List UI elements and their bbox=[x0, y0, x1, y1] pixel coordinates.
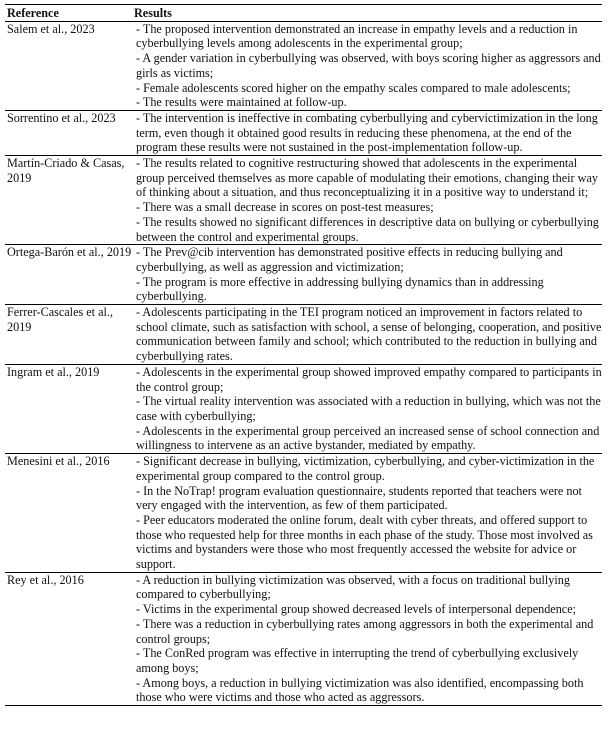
results-cell bbox=[132, 572, 602, 705]
results-cell bbox=[132, 110, 602, 155]
result-item: - Victims in the experimental group showed decreased levels of interpersonal dependence; bbox=[136, 602, 577, 617]
results-table bbox=[5, 4, 602, 706]
results-cell bbox=[132, 21, 602, 110]
result-item: - Peer educators moderated the online forum, dealt with cyber threats, and offered support to those who requested help for three months in each phase of the study. Those most involved as victims and bystanders were those who most frequently accessed the website for advice or support. bbox=[136, 512, 593, 572]
header-reference: Reference bbox=[7, 6, 59, 20]
table-row bbox=[5, 245, 602, 305]
result-item: - The Prev@cib intervention has demonstrated positive effects in reducing bullying and cyberbullying, as well as aggression and victimization; bbox=[136, 245, 563, 274]
result-item: - There was a reduction in cyberbullying rates among aggressors in both the experimental and control groups; bbox=[136, 616, 594, 646]
reference-cell: Martín-Criado & Casas, 2019 bbox=[7, 156, 125, 185]
table-row bbox=[5, 364, 602, 453]
reference-cell: Sorrentino et al., 2023 bbox=[7, 110, 116, 125]
result-item: - The proposed intervention demonstrated an increase in empathy levels and a reduction in cyberbullying levels among adolescents in the experimental group; bbox=[136, 21, 578, 51]
result-item: - A gender variation in cyberbullying was observed, with boys scoring higher as aggressors and girls as victims; bbox=[136, 51, 601, 80]
reference-cell: Menesini et al., 2016 bbox=[7, 454, 110, 469]
header-results: Results bbox=[134, 6, 172, 20]
result-item: - The results related to cognitive restructuring showed that adolescents in the experimental group perceived themselves as more capable of modulating their emotions, changing their way of thinking about a situation, and thus reconceptualizing it in a positive way to understand it; bbox=[136, 156, 598, 200]
table-row bbox=[5, 454, 602, 573]
result-item: - Among boys, a reduction in bullying victimization was also identified, encompassing both those who were victims and those who acted as aggressors. bbox=[136, 675, 584, 705]
result-item: - The program is more effective in addressing bullying dynamics than in addressing cyberbullying. bbox=[136, 274, 544, 304]
results-cell bbox=[132, 305, 602, 365]
table-row bbox=[5, 305, 602, 365]
reference-cell: Ingram et al., 2019 bbox=[7, 364, 100, 379]
result-item: - Adolescents participating in the TEI program noticed an improvement in factors related to school climate, such as satisfaction with school, a sense of belonging, cooperation, and positive communication between family and school; which contributed to the reduction in bullying and cyberbullying rates. bbox=[136, 305, 602, 364]
reference-cell: Ortega-Barón et al., 2019 bbox=[7, 245, 132, 260]
table-row bbox=[5, 156, 602, 245]
result-item: - Female adolescents scored higher on the empathy scales compared to male adolescents; bbox=[136, 80, 571, 95]
result-item: - A reduction in bullying victimization was observed, with a focus on traditional bullying compared to cyberbullying; bbox=[136, 572, 570, 602]
table-row bbox=[5, 21, 602, 110]
result-item: - In the NoTrap! program evaluation questionnaire, students reported that teachers were not very engaged with the intervention, as few of them participated. bbox=[136, 483, 582, 513]
result-item: - Adolescents in the experimental group perceived an increased sense of school connection and willingness to intervene as an active bystander, mediated by empathy. bbox=[136, 423, 600, 453]
result-item: - The results showed no significant differences in descriptive data on bullying or cyberbullying between the control and experimental groups. bbox=[136, 214, 599, 244]
result-item: - There was a small decrease in scores on post-test measures; bbox=[136, 200, 434, 215]
table-header-row bbox=[5, 5, 602, 22]
results-cell bbox=[132, 245, 602, 305]
results-cell bbox=[132, 364, 602, 453]
result-item: - The virtual reality intervention was associated with a reduction in bullying, which was not the case with cyberbullying; bbox=[136, 394, 601, 423]
reference-cell: Ferrer-Cascales et al., 2019 bbox=[7, 305, 114, 334]
results-cell bbox=[132, 454, 602, 573]
result-item: - Significant decrease in bullying, victimization, cyberbullying, and cyber-victimization in the experimental group compared to the control group. bbox=[136, 454, 595, 483]
result-item: - The intervention is ineffective in combating cyberbullying and cybervictimization in the long term, even though it obtained good results in reducing these phenomena, at the end of the program these results were not sustained in the post-implementation follow-up. bbox=[136, 110, 598, 155]
reference-cell: Salem et al., 2023 bbox=[7, 21, 95, 36]
result-item: - Adolescents in the experimental group showed improved empathy compared to participants in the control group; bbox=[136, 364, 602, 394]
result-item: - The ConRed program was effective in interrupting the trend of cyberbullying exclusively among boys; bbox=[136, 646, 579, 675]
table-row bbox=[5, 110, 602, 155]
reference-cell: Rey et al., 2016 bbox=[7, 572, 84, 587]
result-item: - The results were maintained at follow-up. bbox=[136, 95, 347, 110]
results-cell bbox=[132, 156, 602, 245]
table-row bbox=[5, 572, 602, 705]
